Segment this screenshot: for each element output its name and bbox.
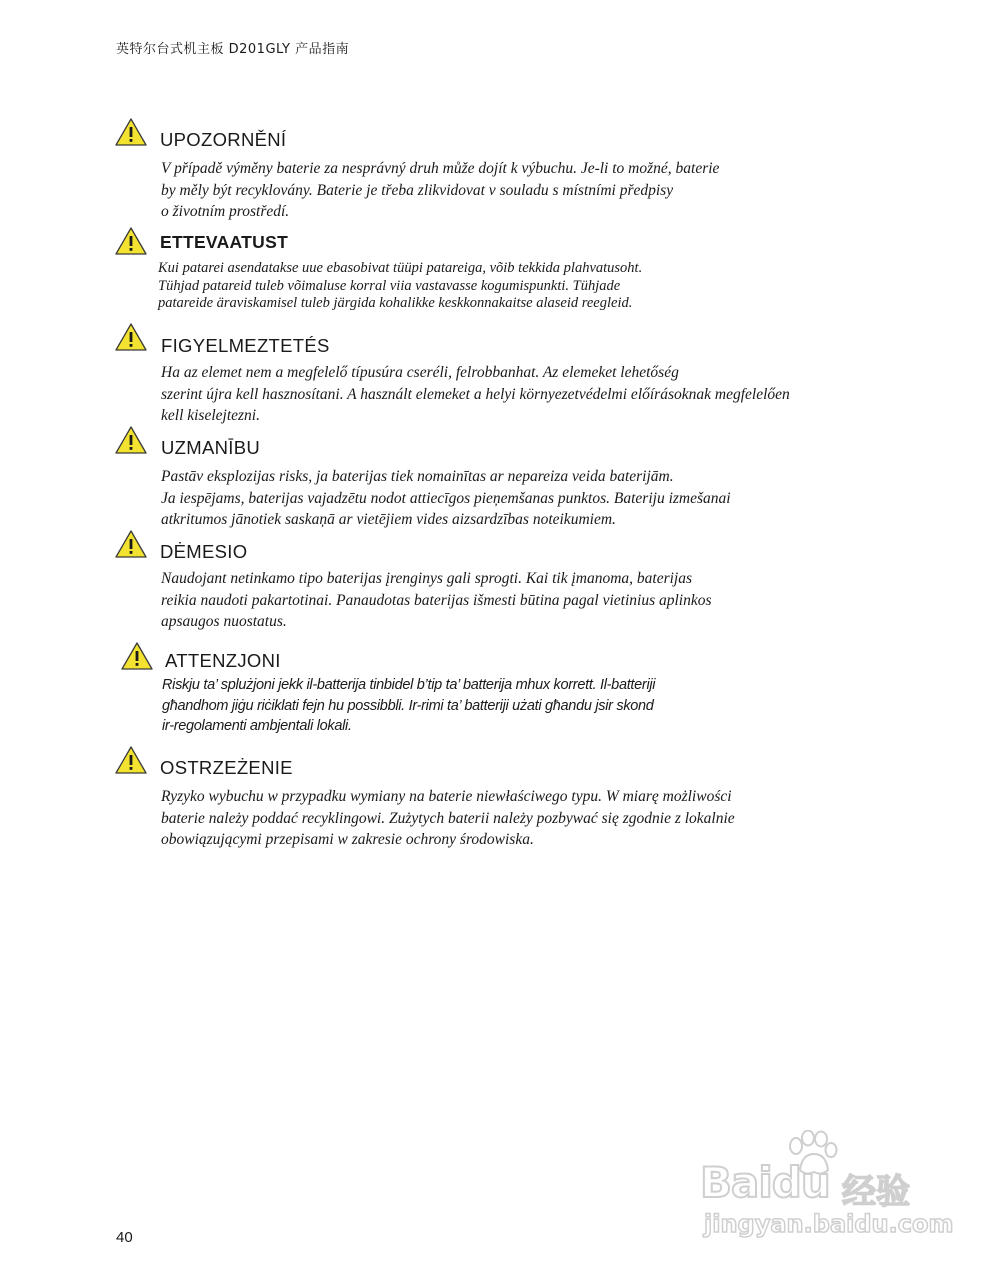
warning-text: Riskju ta’ splużjoni jekk il-batterija tinbidel b’tip ta’ batterija mhux korrett. Il-batteriji għandhom jiġu riċiklati fejn hu possibbli. Ir-rimi ta’ batteriji użati għandu jsir skond ir-regolamenti ambjentali lokali. xyxy=(162,677,656,734)
warning-triangle-icon xyxy=(114,226,148,256)
warning-title: ATTENZJONI xyxy=(165,650,281,671)
warning-text: Naudojant netinkamo tipo baterijas įrenginys gali sprogti. Kai tik įmanoma, baterijas reikia naudoti pakartotinai. Panaudotas baterijas išmesti būtina pagal vietinius aplinkos apsaugos nuostatus. xyxy=(161,570,712,630)
watermark-brand: Baidu xyxy=(700,1158,830,1207)
warning-triangle-icon xyxy=(114,322,148,352)
warning-title: UPOZORNĚNÍ xyxy=(160,129,287,150)
warning-triangle-icon xyxy=(120,641,154,671)
warning-text: Ha az elemet nem a megfelelő típusúra cseréli, felrobbanhat. Az elemeket lehetőség szerint újra kell hasznosítani. A használt elemeket a helyi környezetvédelmi előírásoknak megfelelően kell kiselejtezni. xyxy=(161,364,790,424)
warning-title: OSTRZEŻENIE xyxy=(160,757,293,778)
watermark-url: jingyan.baidu.com xyxy=(704,1210,954,1238)
watermark-chinese: 经验 xyxy=(842,1172,910,1212)
warning-title: ETTEVAATUST xyxy=(160,232,289,252)
warning-text: Ryzyko wybuchu w przypadku wymiany na baterie niewłaściwego typu. W miarę możliwości baterie należy poddać recyklingowi. Zużytych baterii należy pozbywać się zgodnie z lokalnie obowiązującymi przepisami w zakresie ochrony środowiska. xyxy=(161,788,735,848)
warning-text: V případě výměny baterie za nesprávný druh může dojít k výbuchu. Je-li to možné, baterie by měly být recyklovány. Baterie je třeba zlikvidovat v souladu s místními předpisy o životním prostředí. xyxy=(161,160,720,220)
warning-title: FIGYELMEZTETÉS xyxy=(161,335,330,356)
page-header: 英特尔台式机主板 D201GLY 产品指南 xyxy=(116,42,350,57)
page-number: 40 xyxy=(116,1229,133,1246)
warning-title: DĖMESIO xyxy=(160,541,248,562)
warning-triangle-icon xyxy=(114,425,148,455)
warning-text: Pastāv eksplozijas risks, ja baterijas tiek nomainītas ar nepareiza veida baterijām. Ja iespējams, baterijas vajadzētu nodot attiecīgos pieņemšanas punktos. Bateriju izmešanai atkritumos jānotiek saskaņā ar vietējiem vides aizsardzības noteikumiem. xyxy=(161,468,731,528)
warning-triangle-icon xyxy=(114,529,148,559)
warning-text: Kui patarei asendatakse uue ebasobivat tüüpi patareiga, võib tekkida plahvatusoht. Tühjad patareid tuleb võimaluse korral viia vastavasse kogumispunkti. Tühjade patareide äraviskamisel tuleb järgida kohalikke keskkonnakaitse alaseid reegleid. xyxy=(158,260,643,311)
warning-triangle-icon xyxy=(114,745,148,775)
warning-triangle-icon xyxy=(114,117,148,147)
warning-title: UZMANĪBU xyxy=(161,437,261,458)
baidu-jingyan-watermark xyxy=(700,1130,954,1245)
